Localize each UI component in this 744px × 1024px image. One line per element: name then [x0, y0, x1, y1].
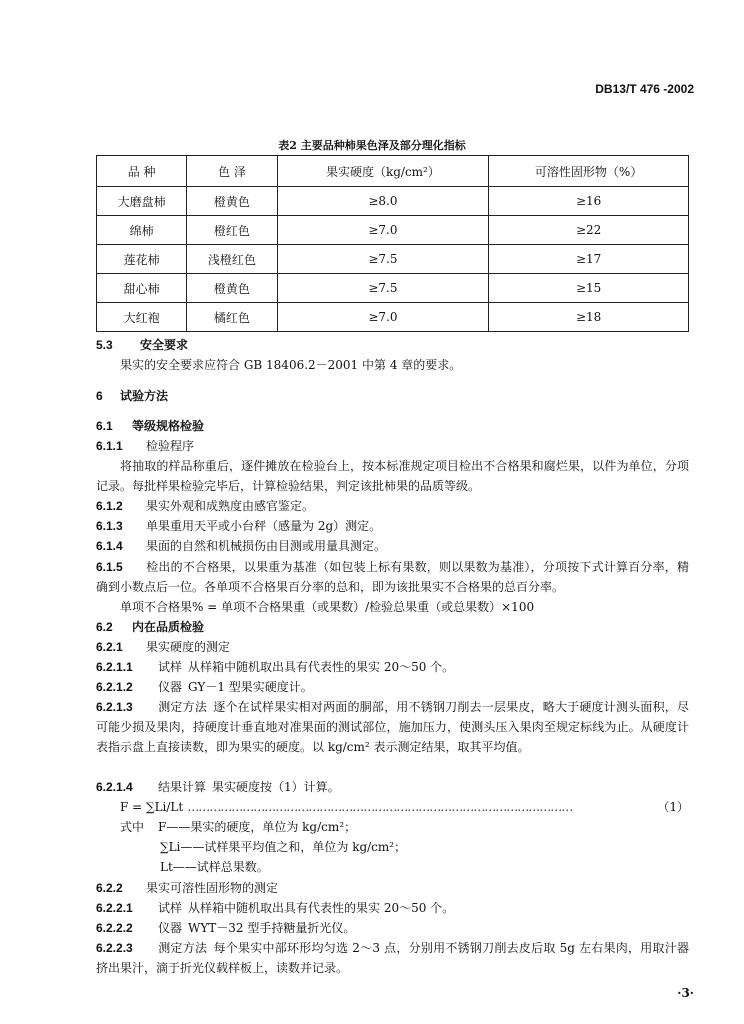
cell-color: 橙黄色	[187, 274, 277, 303]
table-row	[97, 303, 689, 332]
header-variety: 品 种	[97, 156, 187, 187]
cell-color: 橙红色	[187, 216, 277, 245]
item-6-1-3: 6.1.3 单果重用天平或小台秤（感量为 2g）测定。	[96, 519, 382, 533]
item-6-1-5: 6.1.5 检出的不合格果，以果重为基准（如包装上标有果数，则以果数为基准），分项按下式计算百分率，精确到小数点后一位。各单项不合格果百分率的总和，即为该批果实不合格果的总百分率。	[96, 560, 689, 594]
cell-soluble-solids: ≥18	[489, 303, 689, 332]
heading-6-2-1: 6.2.1 果实硬度的测定	[96, 640, 231, 654]
cell-firmness: ≥8.0	[277, 187, 489, 216]
heading-6-2: 6.2 内在品质检验	[96, 620, 205, 634]
cell-variety: 莲花柿	[97, 245, 187, 274]
formula-unqualified-rate: 单项不合格果% = 单项不合格果重（或果数）/检验总果重（或总果数）×100	[120, 600, 535, 614]
cell-firmness: ≥7.5	[277, 274, 489, 303]
item-6-2-2-2: 6.2.2.2 仪器 WYT－32 型手持糖量折光仪。	[96, 921, 356, 935]
cell-variety: 大红袍	[97, 303, 187, 332]
item-6-2-1-2: 6.2.1.2 仪器 GY－1 型果实硬度计。	[96, 680, 313, 694]
item-6-1-2: 6.1.2 果实外观和成熟度由感官鉴定。	[96, 499, 315, 513]
formula-where: 式中 F——果实的硬度，单位为 kg/cm²；	[120, 820, 357, 834]
heading-5-3: 5.3 安全要求	[96, 338, 189, 352]
text-5-3: 果实的安全要求应符合 GB 18406.2－2001 中第 4 章的要求。	[120, 358, 462, 372]
heading-6-1: 6.1 等级规格检验	[96, 419, 205, 433]
cell-variety: 甜心柿	[97, 274, 187, 303]
cell-firmness: ≥7.0	[277, 216, 489, 245]
item-6-2-2-3: 6.2.2.3 测定方法 每个果实中部环形均匀选 2～3 点，分别用不锈钢刀削去皮后取 5g 左右果肉，用取汁器挤出果汁，滴于折光仪载样板上，读数并记录。	[96, 941, 689, 975]
table-header-row	[97, 156, 689, 187]
heading-6-2-2: 6.2.2 果实可溶性固形物的测定	[96, 881, 279, 895]
cell-color: 橙黄色	[187, 187, 277, 216]
cell-color: 浅橙红色	[187, 245, 277, 274]
heading-6: 6 试验方法	[96, 389, 169, 403]
item-6-2-2-1: 6.2.2.1 试样 从样箱中随机取出具有代表性的果实 20～50 个。	[96, 901, 455, 915]
formula-def-li: ∑Li——试样果平均值之和，单位为 kg/cm²；	[160, 840, 407, 854]
cell-variety: 大磨盘柿	[97, 187, 187, 216]
property-table	[96, 155, 689, 332]
cell-soluble-solids: ≥17	[489, 245, 689, 274]
cell-soluble-solids: ≥15	[489, 274, 689, 303]
standard-number: DB13/T 476 -2002	[595, 82, 694, 96]
table-row	[97, 245, 689, 274]
formula-firmness: F = ∑Li/Lt …………………………………………………………………………………………… （1）	[120, 800, 689, 814]
text-6-1-1: 将抽取的样品称重后，逐件摊放在检验台上，按本标准规定项目检出不合格果和腐烂果，以件为单位，分项记录。每批样果检验完毕后，计算检验结果，判定该批柿果的品质等级。	[96, 459, 689, 493]
table-row	[97, 187, 689, 216]
table-row	[97, 216, 689, 245]
page-number: ·3·	[677, 986, 694, 1000]
cell-firmness: ≥7.5	[277, 245, 489, 274]
header-soluble-solids: 可溶性固形物（%）	[489, 156, 689, 187]
cell-variety: 绵柿	[97, 216, 187, 245]
item-6-2-1-3: 6.2.1.3 测定方法 逐个在试样果实相对两面的胴部，用不锈钢刀削去一层果皮，略大于硬度计测头面积，尽可能少损及果肉，持硬度计垂直地对准果面的测试部位，施加压力，使测头压入果肉至规定标线为止。从硬度计表指示盘上直接读数，即为果实的硬度。以 kg/cm² 表示测定结果，取其平均值。	[96, 700, 689, 754]
item-6-1-4: 6.1.4 果面的自然和机械损伤由目测或用量具测定。	[96, 539, 387, 553]
cell-firmness: ≥7.0	[277, 303, 489, 332]
table-row	[97, 274, 689, 303]
formula-def-lt: Lt——试样总果数。	[160, 860, 269, 874]
item-6-2-1-4: 6.2.1.4 结果计算 果实硬度按（1）计算。	[96, 780, 340, 794]
heading-6-1-1: 6.1.1 检验程序	[96, 439, 195, 453]
cell-soluble-solids: ≥22	[489, 216, 689, 245]
item-6-2-1-1: 6.2.1.1 试样 从样箱中随机取出具有代表性的果实 20～50 个。	[96, 660, 455, 674]
table-caption: 表2 主要品种柿果色泽及部分理化指标	[278, 139, 466, 152]
header-color: 色 泽	[187, 156, 277, 187]
cell-soluble-solids: ≥16	[489, 187, 689, 216]
header-firmness: 果实硬度（kg/cm²）	[277, 156, 489, 187]
cell-color: 橘红色	[187, 303, 277, 332]
